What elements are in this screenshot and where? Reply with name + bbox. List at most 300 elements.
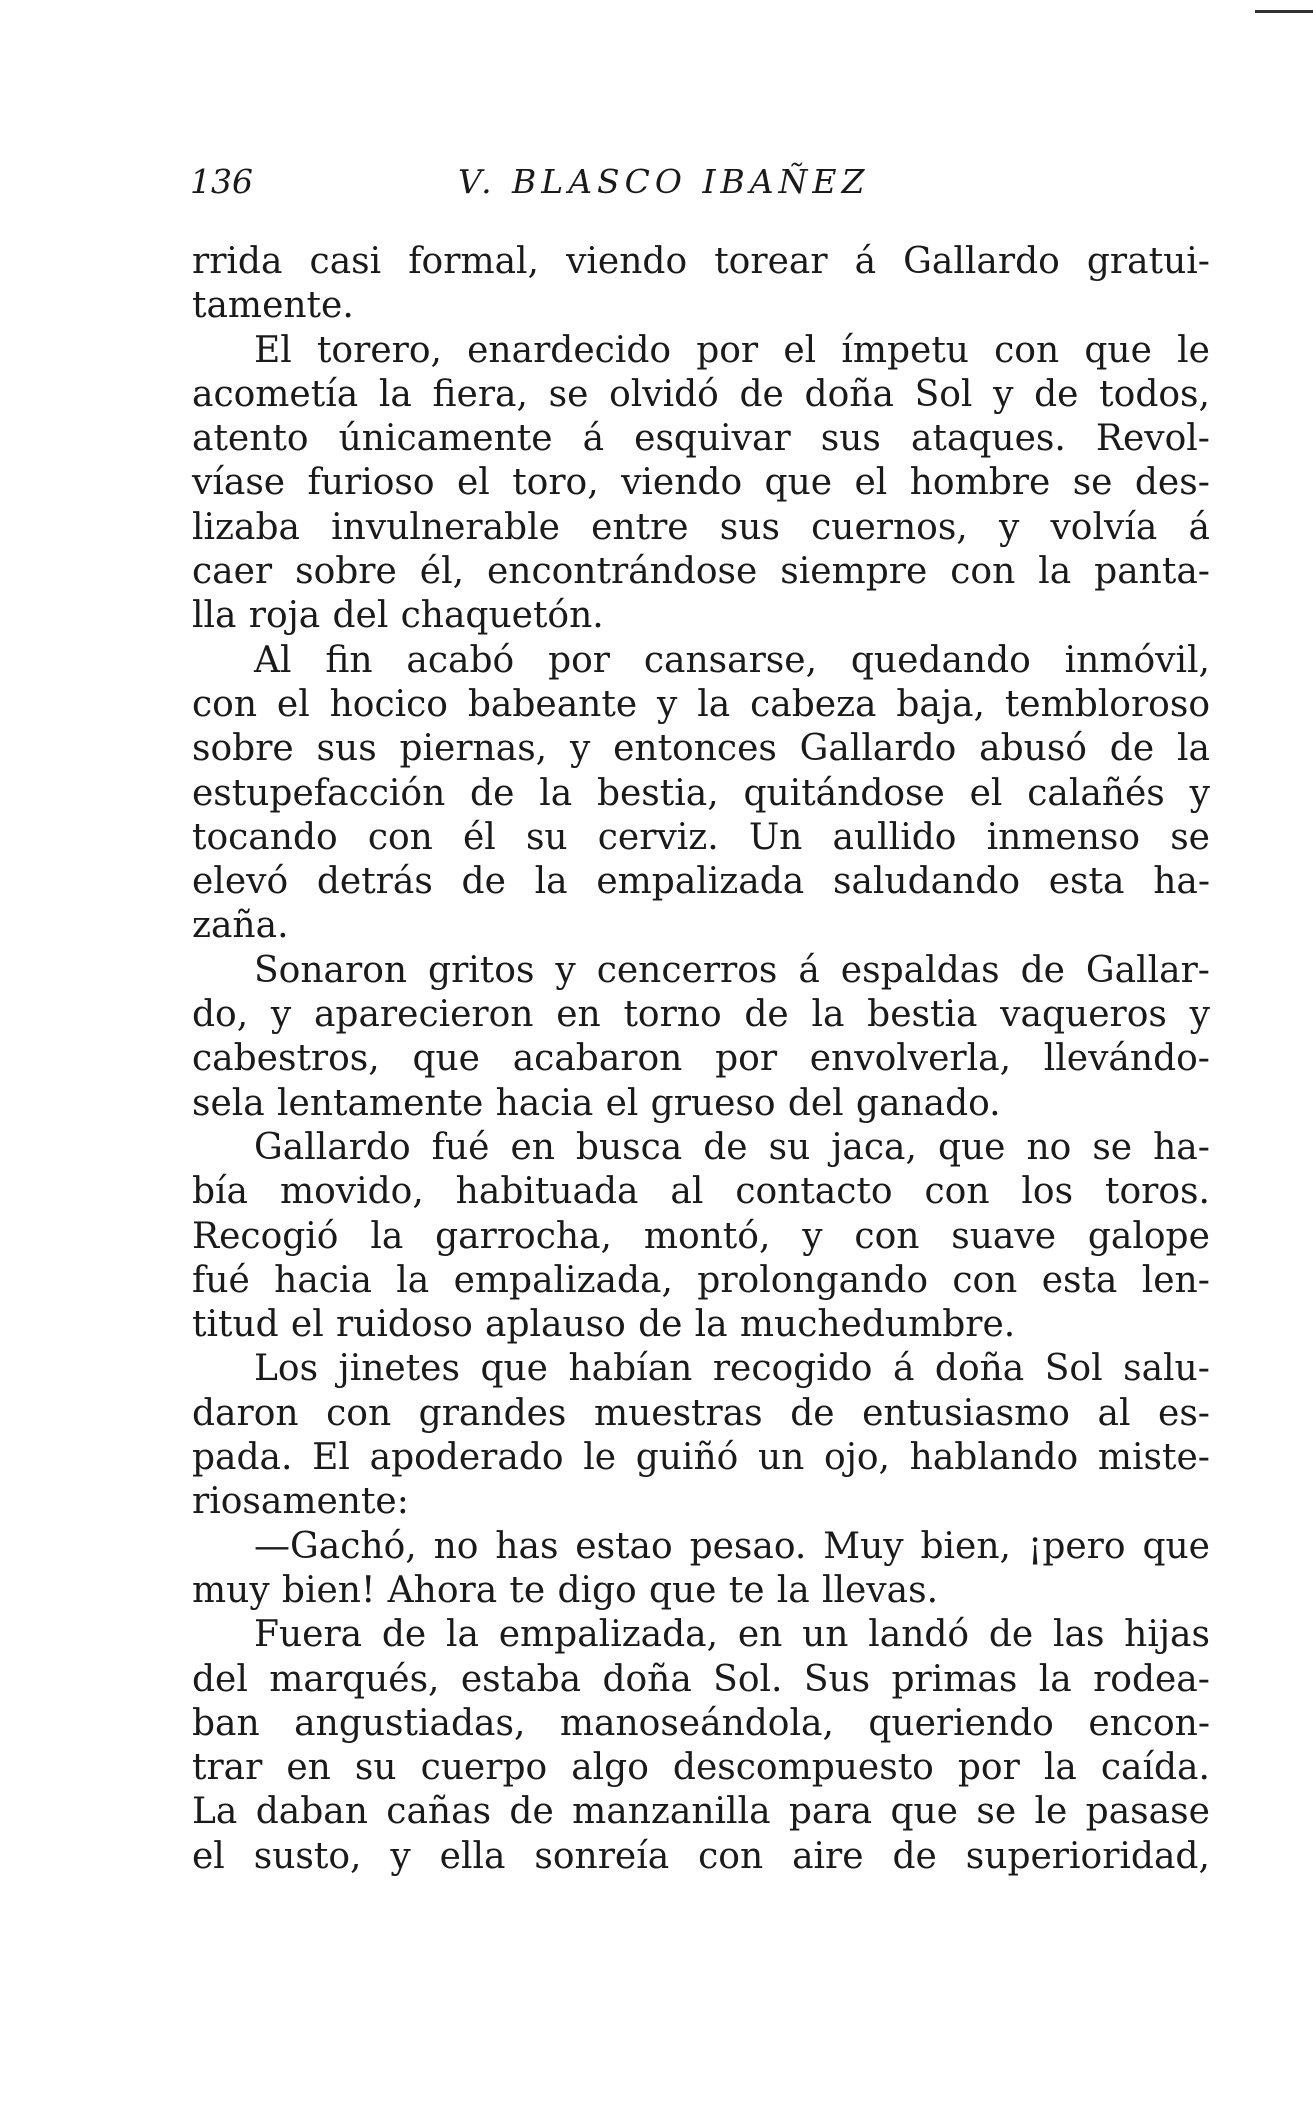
word: que [412,1038,480,1080]
word: en [510,1126,555,1168]
word: él, [419,551,465,593]
text-line [192,1126,1210,1170]
word: jaca, [831,1126,917,1168]
word: en [737,1614,783,1656]
word: Sol [914,373,973,415]
text-line [192,1082,1210,1126]
word: de [703,1126,748,1168]
word: riosamente: [192,1481,409,1523]
word: hablando [909,1437,1079,1479]
word: contacto [735,1171,893,1213]
word: la [811,994,845,1036]
word: envolverla, [809,1038,1012,1080]
word: el [276,683,310,725]
word: lla [192,595,237,637]
word: tamente. [192,285,354,327]
word: casi [309,241,382,282]
word: se [1072,462,1113,504]
word: en [286,1747,331,1789]
word: encontrándose [486,551,758,593]
word: descompuesto [672,1747,934,1789]
word: y [1189,772,1210,814]
word: con [698,1835,764,1877]
word: el [783,329,817,371]
word: elevó [192,861,289,903]
text-line [192,461,1210,505]
word: la [396,1259,430,1301]
text-line [192,1347,1210,1391]
word: Sol [1044,1348,1103,1390]
text-line [192,1392,1210,1436]
text-line [192,284,1210,328]
word: inmenso [986,816,1141,858]
word: cuernos, [811,506,968,548]
word: sus [820,418,881,460]
word: de [988,1614,1034,1656]
word: jinetes [338,1348,460,1390]
word: quedando [850,639,1031,681]
text-line [192,1702,1210,1746]
word: bestia [867,994,978,1036]
word: con [367,816,433,858]
word: su [354,1747,397,1789]
word: Un [748,816,803,858]
word: con [854,1215,920,1257]
text-line [192,373,1210,417]
word: á [1188,506,1210,548]
word: y [802,1215,823,1257]
word: doña [804,373,894,415]
word: del [332,595,389,637]
word: y [390,1835,411,1877]
word: sela [192,1082,265,1124]
word: en [556,994,601,1036]
text-line [192,1259,1210,1303]
word: la [776,1569,810,1611]
word: suave [951,1215,1057,1257]
word: landó [868,1614,970,1656]
word: llevándo- [1043,1038,1210,1080]
word: salu- [1123,1348,1210,1390]
word: habituada [455,1171,639,1213]
text-line [192,329,1210,373]
word: Revol- [1095,418,1210,460]
word: superioridad, [965,1835,1210,1877]
text-line [192,772,1210,816]
word: aparecieron [313,994,534,1036]
word: te [509,1569,546,1611]
word: se [976,1791,1017,1833]
word: bestia, [596,772,719,814]
text-line [192,1436,1210,1480]
word: sus [316,728,377,770]
word: babeante [467,683,638,725]
word: la [1038,1658,1072,1700]
word: y [993,373,1014,415]
word: acabaron [512,1038,683,1080]
text-line [192,1790,1210,1834]
word: bien! [281,1569,376,1611]
word: Gallardo [903,241,1060,282]
word: la [1038,551,1072,593]
word: es- [1158,1392,1210,1434]
word: grueso [650,1082,776,1124]
word: ruidoso [335,1304,473,1346]
word: de [892,1835,937,1877]
word: —Gachó, [254,1525,417,1567]
word: la [1043,1747,1077,1789]
word: Gallardo [799,728,957,770]
word: furioso [307,462,435,504]
word: por [548,639,610,681]
word: recogido [712,1348,873,1390]
text-line [192,904,1210,948]
word: y [1189,994,1210,1036]
word: saludando [832,861,1021,903]
word: cansarse, [643,639,818,681]
word: enardecido [467,329,672,371]
word: aire [792,1835,864,1877]
word: de [461,861,506,903]
word: empalizada [596,861,805,903]
word: únicamente [338,418,553,460]
word: ha- [1153,1126,1210,1168]
word: torear [714,241,828,282]
word: estupefacción [192,772,446,814]
word: y [569,728,591,770]
word: las [1052,1614,1105,1656]
word: á [582,418,605,460]
word: abusó [979,728,1087,770]
word: que [937,1126,1006,1168]
word: el [192,1835,225,1877]
word: de [509,1791,554,1833]
word: de [790,1392,835,1434]
word: prolongando [697,1259,928,1301]
word: Gallardo [254,1126,411,1168]
word: Gallar- [1085,949,1210,991]
word: ban [192,1702,260,1744]
word: roja [248,595,321,637]
text-line [192,993,1210,1037]
word: fué [431,1126,490,1168]
word: se [548,373,589,415]
word: formal, [408,241,539,282]
text-line [192,683,1210,727]
word: manoseándola, [559,1702,834,1744]
word: estao [575,1525,673,1567]
word: queriendo [868,1702,1054,1744]
text-line [192,860,1210,904]
word: hacia [274,1259,372,1301]
word: movido, [279,1171,424,1213]
word: y [998,506,1020,548]
text-line [192,506,1210,550]
text-line [192,949,1210,993]
text-line [192,417,1210,461]
word: hacia [495,1082,594,1124]
word: empalizada, [453,1259,673,1301]
word: baja, [896,683,985,725]
word: torno [623,994,722,1036]
page-edge-mark [1255,10,1313,13]
word: bien, [920,1525,1011,1567]
word: lizaba [192,506,300,548]
word: con [326,1392,392,1434]
word: inmóvil, [1064,639,1210,681]
word: Sus [803,1658,871,1700]
word: hocico [329,683,448,725]
word: caer [192,551,273,593]
word: aullido [832,816,957,858]
word: Al [254,639,292,681]
word: sonreía [534,1835,670,1877]
word: cencerros [596,949,778,991]
word: la [534,861,568,903]
word: y [270,994,292,1036]
word: torero, [316,329,442,371]
word: Ahora [387,1569,498,1611]
text-line [192,1037,1210,1081]
word: daban [255,1791,368,1833]
word: á [854,241,877,282]
word: cañas [386,1791,492,1833]
word: sobre [295,551,397,593]
word: ganado. [855,1082,1001,1124]
word: esta [1041,1259,1118,1301]
word: de [1020,949,1065,991]
word: muy [192,1569,270,1611]
word: acabó [406,639,515,681]
word: sus [719,506,780,548]
word: habían [568,1348,693,1390]
word: y [555,949,576,991]
word: le [1177,329,1210,371]
word: entre [591,506,689,548]
word: se [1170,816,1210,858]
word: un [802,1614,849,1656]
word: de [638,1304,683,1346]
word: gritos [428,949,535,991]
word: de [470,772,515,814]
word: algo [571,1747,649,1789]
word: pesao. [689,1525,807,1567]
word: el [854,462,888,504]
word: aplauso [485,1304,626,1346]
word: por [957,1747,1020,1789]
word: Fuera [254,1614,363,1656]
text-line [192,1480,1210,1524]
word: la [697,683,731,725]
word: pasase [1085,1791,1210,1833]
page-header [190,162,1210,222]
word: le [1034,1791,1068,1833]
word: estaba [460,1658,582,1700]
word: entonces [613,728,777,770]
word: con [950,551,1016,593]
word: su [768,1126,811,1168]
word: que [480,1348,548,1390]
word: de [381,1614,427,1656]
word: cabestros, [192,1038,380,1080]
word: tembloroso [1004,683,1210,725]
word: la [1176,728,1210,770]
word: el [969,772,1003,814]
word: Sol. [713,1658,783,1700]
word: Los [254,1348,319,1390]
text-line [192,1525,1210,1569]
word: los [1021,1171,1074,1213]
word: invulnerable [331,506,560,548]
word: muestras [593,1392,763,1434]
word: cabeza [750,683,877,725]
word: ataques. [910,418,1066,460]
word: entusiasmo [862,1392,1070,1434]
word: trar [192,1747,263,1789]
word: por [715,1038,778,1080]
word: busca [575,1126,683,1168]
word: ojo, [824,1437,890,1479]
page-number: 136 [190,162,253,201]
word: esta [1048,861,1125,903]
word: por [696,329,759,371]
word: bía [192,1171,249,1213]
word: de [1109,728,1155,770]
word: encon- [1088,1702,1210,1744]
word: de [1034,373,1079,415]
word: detrás [316,861,433,903]
word: daron [192,1392,299,1434]
word: manzanilla [572,1791,771,1833]
word: garrocha, [435,1215,612,1257]
word: guiñó [635,1437,739,1479]
word: víase [192,462,286,504]
word: rodea- [1093,1658,1210,1700]
word: al [1097,1392,1131,1434]
word: Muy [823,1525,904,1567]
word: toros. [1105,1171,1210,1213]
word: ella [439,1835,506,1877]
word: gratui- [1086,241,1210,282]
word: rrida [192,241,283,282]
word: la [446,1614,479,1656]
word: El [254,329,292,371]
word: él [462,816,496,858]
word: todos, [1099,373,1210,415]
word: que [648,1569,717,1611]
word: angustiadas, [294,1702,526,1744]
word: cerviz. [597,816,719,858]
text-line [192,240,1210,284]
word: de [739,373,784,415]
word: á [892,1348,915,1390]
word: marqués, [269,1658,440,1700]
word: para [788,1791,873,1833]
word: tocando [192,816,338,858]
word: cuerpo [420,1747,548,1789]
word: zaña. [192,905,289,947]
text-line [192,1215,1210,1259]
word: esquivar [634,418,791,460]
word: Sonaron [254,949,408,991]
word: llevas. [821,1569,939,1611]
word: has [495,1525,559,1567]
word: ¡pero [1027,1525,1126,1567]
text-line [192,594,1210,638]
word: con [924,1171,990,1213]
word: el [456,462,490,504]
word: calañés [1027,772,1165,814]
word: piernas, [399,728,548,770]
word: atento [192,418,309,460]
text-line [192,1613,1210,1657]
word: miste- [1097,1437,1210,1479]
word: susto, [253,1835,362,1877]
word: con [994,329,1060,371]
text-line [192,727,1210,771]
text-line [192,1170,1210,1214]
text-line [192,816,1210,860]
word: espaldas [840,949,1000,991]
word: fin [325,639,373,681]
word: el [290,1304,324,1346]
word: volvía [1050,506,1158,548]
word: fiera, [432,373,528,415]
word: su [525,816,568,858]
word: la [370,1215,404,1257]
word: viendo [566,241,688,282]
body-text [192,240,1210,1879]
word: al [670,1171,704,1213]
word: sobre [192,728,294,770]
word: que [890,1791,958,1833]
word: La [192,1791,238,1833]
word: pada. [192,1437,293,1479]
text-line [192,1569,1210,1613]
word: te [728,1569,765,1611]
word: quitándose [743,772,945,814]
word: fué [192,1259,250,1301]
word: toro, [512,462,599,504]
word: caída. [1100,1747,1210,1789]
word: de [744,994,789,1036]
word: empalizada, [498,1614,719,1656]
text-line [192,1658,1210,1702]
word: con [192,683,258,725]
word: titud [192,1304,279,1346]
word: el [605,1082,639,1124]
word: panta- [1094,551,1210,593]
word: doña [602,1658,692,1700]
word: le [583,1437,617,1479]
word: chaquetón. [400,595,604,637]
text-line [192,1303,1210,1347]
word: acometía [192,373,359,415]
word: Recogió [192,1215,339,1257]
word: la [539,772,573,814]
word: á [798,949,820,991]
word: la [694,1304,728,1346]
word: no [433,1525,479,1567]
word: El [312,1437,350,1479]
word: len- [1141,1259,1210,1301]
word: se [1092,1126,1133,1168]
word: ha- [1153,861,1210,903]
word: no [1026,1126,1072,1168]
word: lentamente [277,1082,484,1124]
word: que [1142,1525,1210,1567]
word: un [757,1437,805,1479]
